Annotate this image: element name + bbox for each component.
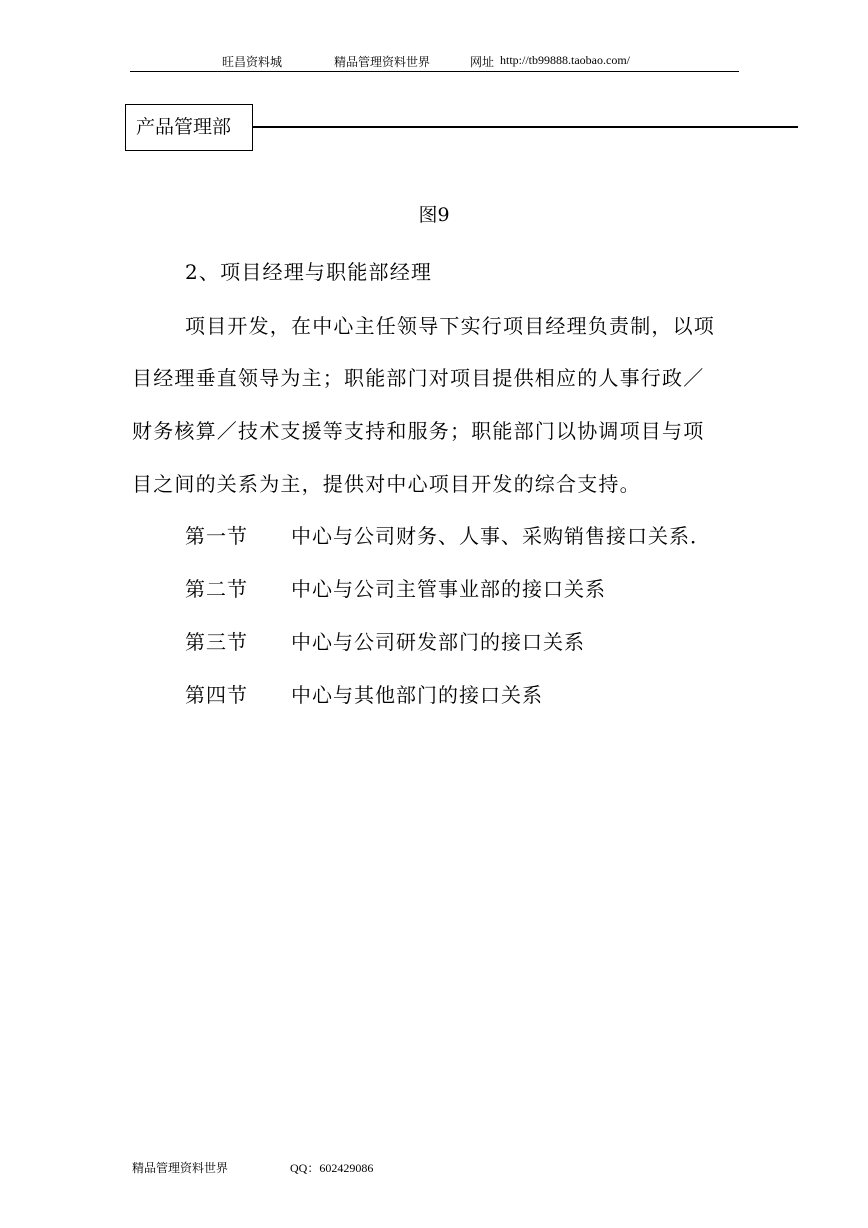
paragraph-line: 目经理垂直领导为主；职能部门对项目提供相应的人事行政／ (132, 366, 705, 390)
diagram-connector-line (253, 126, 798, 128)
header-brand: 精品管理资料世界 (334, 55, 431, 69)
toc-row-section-1 (185, 520, 711, 549)
toc-title: 中心与公司研发部门的接口关系 (291, 630, 585, 654)
paragraph-line: 目之间的关系为主，提供对中心项目开发的综合支持。 (132, 472, 641, 496)
toc-label: 第二节 (185, 577, 248, 601)
toc-label: 第三节 (185, 630, 248, 654)
header-url-label: 网址 (470, 55, 495, 69)
toc-title: 中心与公司主管事业部的接口关系 (291, 577, 606, 601)
toc-row-section-3 (185, 626, 585, 655)
diagram-box-product-management: 产品管理部 (125, 104, 253, 151)
footer-qq: QQ：602429086 (290, 1161, 374, 1175)
header-url-link[interactable]: http://tb99888.taobao.com/ (500, 53, 630, 67)
toc-row-section-4 (185, 679, 543, 708)
paragraph-line: 财务核算／技术支援等支持和服务；职能部门以协调项目与项 (132, 419, 705, 443)
header-shop-name: 旺昌资料城 (222, 55, 283, 69)
toc-label: 第四节 (185, 683, 248, 707)
figure-caption: 图9 (418, 204, 450, 226)
paragraph-line: 项目开发，在中心主任领导下实行项目经理负责制，以项 (185, 314, 715, 338)
section-heading: 2、项目经理与职能部经理 (185, 260, 433, 284)
footer-brand: 精品管理资料世界 (132, 1161, 229, 1175)
header-divider (130, 71, 739, 72)
toc-row-section-2 (185, 573, 606, 602)
toc-title: 中心与公司财务、人事、采购销售接口关系． (291, 524, 711, 548)
toc-label: 第一节 (185, 524, 248, 548)
toc-title: 中心与其他部门的接口关系 (291, 683, 543, 707)
